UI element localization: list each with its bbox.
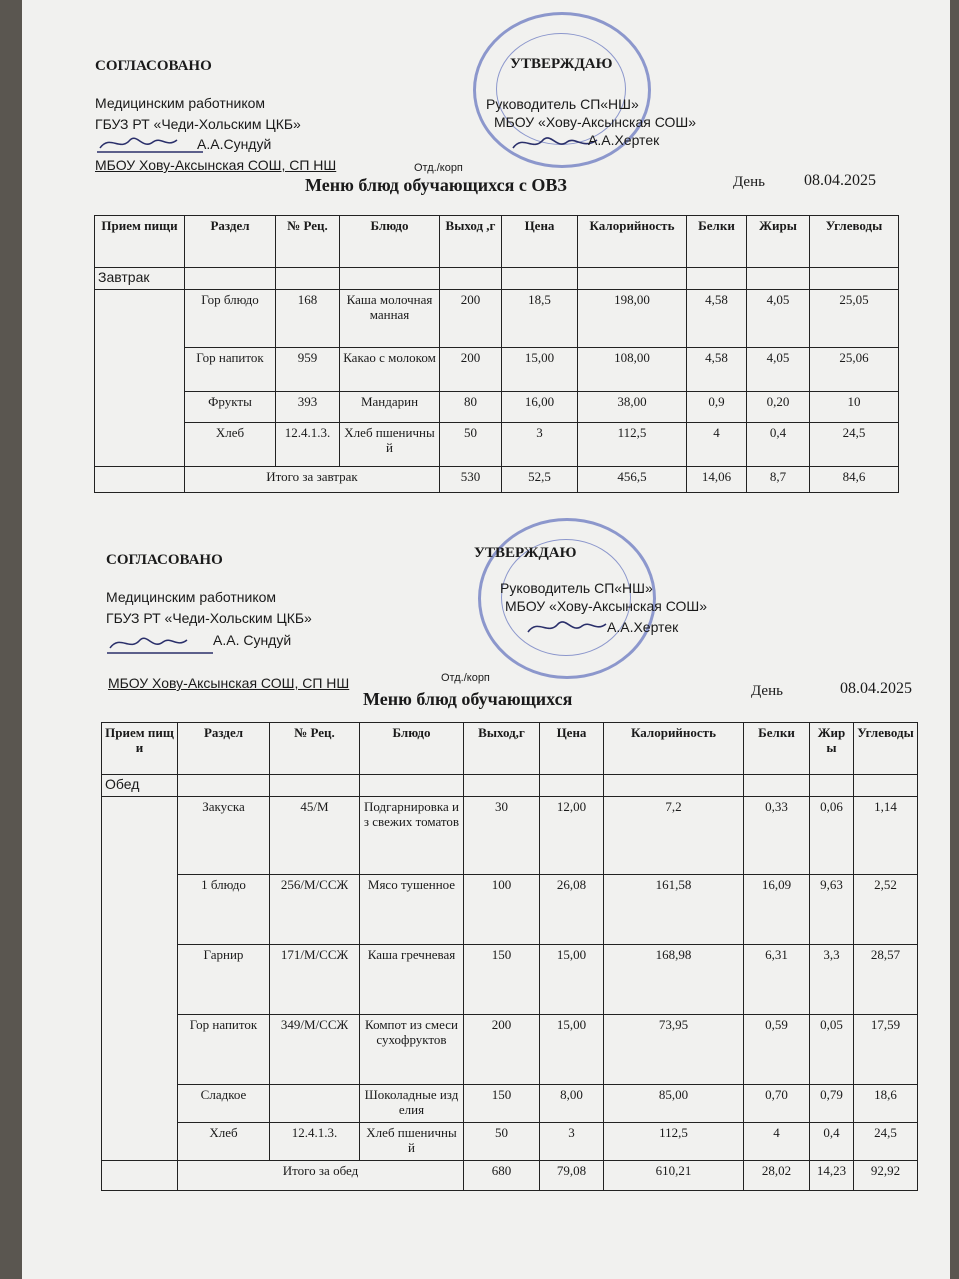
cell-protein: 0,59 (744, 1015, 810, 1085)
hospital-label: ГБУЗ РТ «Чеди-Хольским ЦКБ» (106, 610, 312, 626)
total-fat: 8,7 (747, 467, 810, 493)
approve-label: УТВЕРЖДАЮ (474, 545, 577, 561)
cell-section: Гор блюдо (185, 290, 276, 348)
total-blank-cell (95, 467, 185, 493)
med-worker-label: Медицинским работником (95, 95, 266, 111)
cell-section: Закуска (178, 797, 270, 875)
cell-carbs: 1,14 (854, 797, 918, 875)
total-carbs: 92,92 (854, 1161, 918, 1191)
cell-calories: 38,00 (578, 392, 687, 423)
cell-dish: Каша гречневая (360, 945, 464, 1015)
agreed-label: СОГЛАСОВАНО (106, 552, 223, 568)
agreed-label: СОГЛАСОВАНО (95, 58, 212, 74)
menu-date: 08.04.2025 (804, 172, 876, 189)
menu-table-lunch (101, 722, 918, 1191)
col-price: Цена (540, 723, 604, 775)
cell-fat: 9,63 (810, 875, 854, 945)
cell-yield: 200 (440, 348, 502, 392)
cell-price: 8,00 (540, 1085, 604, 1123)
cell-calories: 161,58 (604, 875, 744, 945)
col-fat: Жиры (810, 723, 854, 775)
cell-fat: 4,05 (747, 348, 810, 392)
cell-recipe: 959 (276, 348, 340, 392)
cell-protein: 4 (744, 1123, 810, 1161)
table-row (102, 1015, 918, 1085)
cell-fat: 0,06 (810, 797, 854, 875)
cell-calories: 108,00 (578, 348, 687, 392)
col-meal: Прием пищи (102, 723, 178, 775)
school-line: МБОУ Хову-Аксынская СОШ, СП НШ (108, 675, 350, 691)
head-label: Руководитель СП«НШ» (486, 96, 639, 112)
col-carbs: Углеводы (810, 216, 899, 268)
cell-protein: 0,70 (744, 1085, 810, 1123)
med-signature (95, 130, 205, 156)
cell-price: 18,5 (502, 290, 578, 348)
cell-carbs: 2,52 (854, 875, 918, 945)
cell-calories: 168,98 (604, 945, 744, 1015)
cell-fat: 0,05 (810, 1015, 854, 1085)
table-header-row (102, 723, 918, 775)
col-recipe: № Рец. (276, 216, 340, 268)
meal-row (95, 268, 899, 290)
cell-price: 26,08 (540, 875, 604, 945)
cell-carbs: 25,05 (810, 290, 899, 348)
col-dish: Блюдо (360, 723, 464, 775)
cell-price: 3 (502, 423, 578, 467)
cell-carbs: 24,5 (810, 423, 899, 467)
table-row (102, 945, 918, 1015)
cell-dish: Шоколадные изделия (360, 1085, 464, 1123)
cell-section: Сладкое (178, 1085, 270, 1123)
school-line: МБОУ Хову-Аксынская СОШ, СП НШ (95, 157, 337, 173)
cell-yield: 200 (464, 1015, 540, 1085)
col-calories: Калорийность (604, 723, 744, 775)
total-label: Итого за обед (178, 1161, 464, 1191)
cell-recipe: 349/М/ССЖ (270, 1015, 360, 1085)
cell-yield: 150 (464, 1085, 540, 1123)
meal-blank-cell (102, 797, 178, 1161)
meal-name: Завтрак (95, 268, 185, 290)
cell-carbs: 18,6 (854, 1085, 918, 1123)
cell-yield: 200 (440, 290, 502, 348)
cell-dish: Мясо тушенное (360, 875, 464, 945)
cell-carbs: 25,06 (810, 348, 899, 392)
total-calories: 610,21 (604, 1161, 744, 1191)
cell-yield: 100 (464, 875, 540, 945)
cell-dish: Хлеб пшеничный (360, 1123, 464, 1161)
meal-name: Обед (102, 775, 178, 797)
table-row (102, 1085, 918, 1123)
total-row (95, 467, 899, 493)
hospital-label: ГБУЗ РТ «Чеди-Хольским ЦКБ» (95, 116, 301, 132)
col-yield: Выход,г (464, 723, 540, 775)
total-price: 52,5 (502, 467, 578, 493)
day-label: День (733, 174, 765, 190)
table-row (102, 875, 918, 945)
head-school: МБОУ «Хову-Аксынская СОШ» (505, 598, 708, 614)
day-label: День (751, 683, 783, 699)
cell-recipe: 171/М/ССЖ (270, 945, 360, 1015)
med-worker-label: Медицинским работником (106, 589, 277, 605)
cell-fat: 3,3 (810, 945, 854, 1015)
col-meal: Прием пищи (95, 216, 185, 268)
cell-section: Гор напиток (178, 1015, 270, 1085)
med-signature (105, 628, 215, 658)
total-yield: 530 (440, 467, 502, 493)
cell-dish: Какао с молоком (340, 348, 440, 392)
cell-yield: 50 (464, 1123, 540, 1161)
cell-fat: 0,20 (747, 392, 810, 423)
cell-recipe (270, 1085, 360, 1123)
cell-fat: 4,05 (747, 290, 810, 348)
cell-calories: 73,95 (604, 1015, 744, 1085)
cell-recipe: 45/М (270, 797, 360, 875)
head-signature (520, 612, 610, 642)
head-name: А.А.Хертек (588, 132, 660, 148)
head-school: МБОУ «Хову-Аксынская СОШ» (494, 114, 697, 130)
cell-protein: 4 (687, 423, 747, 467)
med-name: А.А. Сундуй (213, 632, 292, 648)
cell-recipe: 256/М/ССЖ (270, 875, 360, 945)
table-row (95, 423, 899, 467)
table-row (95, 348, 899, 392)
cell-dish: Компот из смеси сухофруктов (360, 1015, 464, 1085)
col-fat: Жиры (747, 216, 810, 268)
cell-section: Гарнир (178, 945, 270, 1015)
col-section: Раздел (178, 723, 270, 775)
table-header-row (95, 216, 899, 268)
total-fat: 14,23 (810, 1161, 854, 1191)
cell-price: 12,00 (540, 797, 604, 875)
cell-carbs: 10 (810, 392, 899, 423)
total-yield: 680 (464, 1161, 540, 1191)
col-price: Цена (502, 216, 578, 268)
head-label: Руководитель СП«НШ» (500, 580, 653, 596)
col-recipe: № Рец. (270, 723, 360, 775)
col-carbs: Углеводы (854, 723, 918, 775)
med-name: А.А.Сундуй (197, 136, 272, 152)
cell-price: 3 (540, 1123, 604, 1161)
cell-protein: 16,09 (744, 875, 810, 945)
cell-section: 1 блюдо (178, 875, 270, 945)
cell-calories: 85,00 (604, 1085, 744, 1123)
cell-calories: 112,5 (578, 423, 687, 467)
cell-yield: 150 (464, 945, 540, 1015)
approve-label: УТВЕРЖДАЮ (510, 56, 613, 72)
cell-protein: 0,9 (687, 392, 747, 423)
total-protein: 14,06 (687, 467, 747, 493)
menu-table-breakfast (94, 215, 899, 493)
col-protein: Белки (744, 723, 810, 775)
cell-carbs: 17,59 (854, 1015, 918, 1085)
head-name: А.А.Хертек (607, 619, 679, 635)
cell-fat: 0,79 (810, 1085, 854, 1123)
total-price: 79,08 (540, 1161, 604, 1191)
otd-label: Отд./корп (414, 162, 463, 174)
total-carbs: 84,6 (810, 467, 899, 493)
cell-section: Гор напиток (185, 348, 276, 392)
cell-dish: Каша молочная манная (340, 290, 440, 348)
cell-price: 15,00 (502, 348, 578, 392)
table-row (95, 290, 899, 348)
cell-price: 15,00 (540, 1015, 604, 1085)
meal-row (102, 775, 918, 797)
meal-blank-cell (95, 290, 185, 467)
total-row (102, 1161, 918, 1191)
cell-section: Хлеб (178, 1123, 270, 1161)
cell-calories: 198,00 (578, 290, 687, 348)
cell-price: 15,00 (540, 945, 604, 1015)
cell-protein: 4,58 (687, 348, 747, 392)
cell-calories: 112,5 (604, 1123, 744, 1161)
cell-recipe: 168 (276, 290, 340, 348)
cell-recipe: 393 (276, 392, 340, 423)
col-protein: Белки (687, 216, 747, 268)
cell-calories: 7,2 (604, 797, 744, 875)
col-section: Раздел (185, 216, 276, 268)
col-dish: Блюдо (340, 216, 440, 268)
cell-dish: Мандарин (340, 392, 440, 423)
cell-carbs: 24,5 (854, 1123, 918, 1161)
cell-yield: 80 (440, 392, 502, 423)
table-row (102, 1123, 918, 1161)
cell-yield: 50 (440, 423, 502, 467)
cell-fat: 0,4 (747, 423, 810, 467)
total-blank-cell (102, 1161, 178, 1191)
cell-price: 16,00 (502, 392, 578, 423)
cell-yield: 30 (464, 797, 540, 875)
otd-label: Отд./корп (441, 672, 490, 684)
col-calories: Калорийность (578, 216, 687, 268)
cell-section: Хлеб (185, 423, 276, 467)
cell-section: Фрукты (185, 392, 276, 423)
menu-title: Меню блюд обучающихся с ОВЗ (305, 175, 567, 195)
menu-title: Меню блюд обучающихся (363, 689, 573, 709)
total-calories: 456,5 (578, 467, 687, 493)
cell-recipe: 12.4.1.3. (276, 423, 340, 467)
table-row (95, 392, 899, 423)
cell-carbs: 28,57 (854, 945, 918, 1015)
cell-dish: Подгарнировка из свежих томатов (360, 797, 464, 875)
total-protein: 28,02 (744, 1161, 810, 1191)
col-yield: Выход ,г (440, 216, 502, 268)
cell-protein: 4,58 (687, 290, 747, 348)
cell-protein: 0,33 (744, 797, 810, 875)
cell-protein: 6,31 (744, 945, 810, 1015)
cell-fat: 0,4 (810, 1123, 854, 1161)
cell-dish: Хлеб пшеничный (340, 423, 440, 467)
table-row (102, 797, 918, 875)
menu-date: 08.04.2025 (840, 680, 912, 697)
cell-recipe: 12.4.1.3. (270, 1123, 360, 1161)
total-label: Итого за завтрак (185, 467, 440, 493)
